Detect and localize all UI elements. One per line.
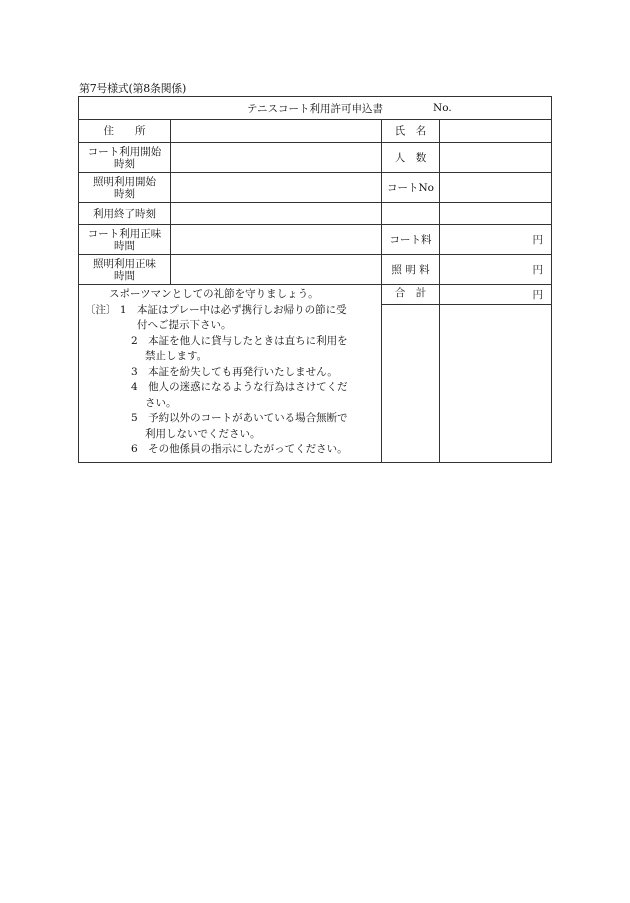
note-line: 付へご提示下さい。 (137, 319, 232, 331)
note-line: 6 その他係員の指示にしたがってください。 (131, 443, 348, 455)
note-line: 3 本証を紛失しても再発行いたしません。 (131, 365, 338, 378)
note-line: 禁止します。 (145, 350, 208, 362)
form-number-field-label: No. (433, 102, 452, 114)
note-line: さい。 (145, 396, 177, 409)
light-start-time-field[interactable] (171, 173, 382, 203)
court-net-time-label: コート利用正味 時間 (79, 225, 171, 255)
name-field[interactable] (440, 120, 552, 143)
address-field[interactable] (171, 120, 382, 143)
application-form-table (78, 96, 552, 463)
court-fee-field[interactable] (440, 225, 552, 255)
note-line: 4 他人の迷惑になるような行為はさけてくだ (131, 381, 348, 393)
total-unit: 円 (532, 289, 544, 301)
note-line: 5 予約以外のコートがあいている場合無断で (131, 412, 348, 424)
extra-label-cell (382, 304, 440, 462)
blank-label-cell (382, 203, 440, 225)
light-net-time-label: 照明利用正味 時間 (79, 255, 171, 285)
notes-lead: スポーツマンとしての礼節を守りましょう。 (109, 288, 319, 300)
court-number-label: コートNo (382, 173, 440, 203)
light-net-time-field[interactable] (171, 255, 382, 285)
note-line: 〔注〕 1 本証はプレー中は必ず携行しお帰りの節に受 (85, 303, 347, 316)
light-fee-label: 照 明 料 (382, 255, 440, 285)
people-count-label: 人 数 (382, 143, 440, 173)
form-title: テニスコート利用許可申込書 (246, 102, 384, 115)
court-fee-unit: 円 (532, 234, 544, 246)
total-label: 合 計 (382, 285, 440, 305)
note-line: 利用しないでください。 (145, 427, 261, 440)
light-fee-unit: 円 (532, 264, 544, 276)
form-number-label: 第7号様式(第8条関係) (79, 82, 186, 95)
end-time-field[interactable] (171, 203, 382, 225)
court-fee-label: コート料 (382, 225, 440, 255)
address-label: 住 所 (79, 120, 171, 143)
people-count-field[interactable] (440, 143, 552, 173)
extra-value-cell[interactable] (440, 304, 552, 462)
end-time-label: 利用終了時刻 (79, 203, 171, 225)
light-start-time-label: 照明利用開始 時刻 (79, 173, 171, 203)
court-start-time-label: コート利用開始 時刻 (79, 143, 171, 173)
light-fee-field[interactable] (440, 255, 552, 285)
blank-value-cell[interactable] (440, 203, 552, 225)
notes-block (79, 285, 382, 463)
total-field[interactable] (440, 285, 552, 305)
court-number-field[interactable] (440, 173, 552, 203)
court-net-time-field[interactable] (171, 225, 382, 255)
name-label: 氏 名 (382, 120, 440, 143)
court-start-time-field[interactable] (171, 143, 382, 173)
form-title-cell (79, 97, 552, 120)
note-line: 2 本証を他人に貸与したときは直ちに利用を (131, 334, 348, 347)
